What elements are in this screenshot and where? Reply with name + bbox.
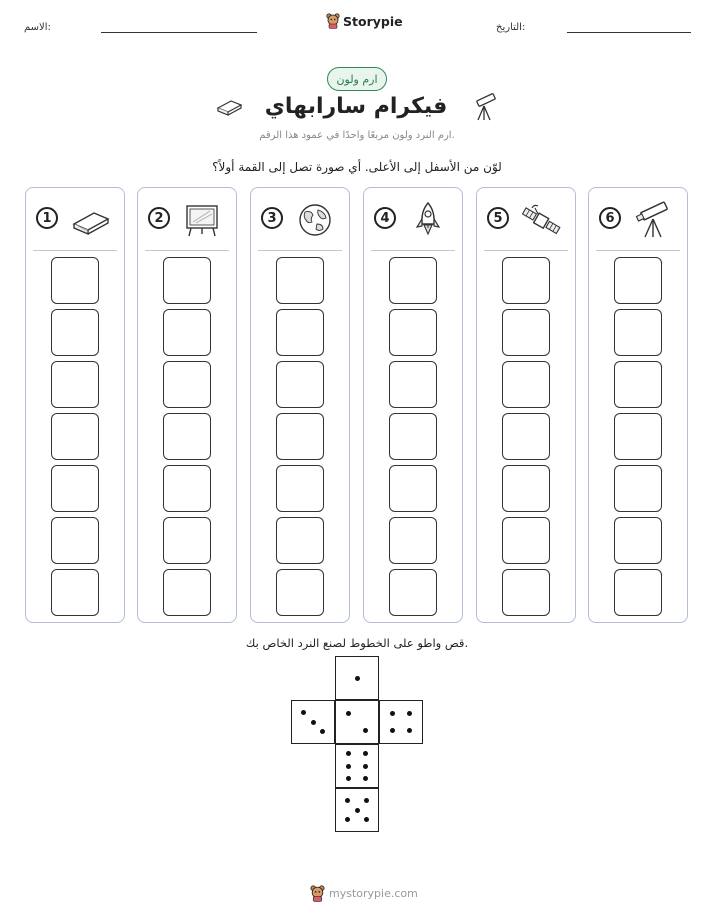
column-header [589,188,687,250]
color-square[interactable] [502,309,550,356]
dice-pip [301,710,306,715]
dice-pip [364,798,369,803]
footer-url: mystorypie.com [329,887,418,900]
dice-pip [363,751,368,756]
dice-pip [345,817,350,822]
column-header [364,188,462,250]
dice-pip [320,729,325,734]
page-title [0,93,714,121]
dice-pip [346,711,351,716]
color-square[interactable] [614,413,662,460]
color-square[interactable] [389,257,437,304]
footer [310,885,418,902]
dice-pip [363,776,368,781]
color-square[interactable] [163,517,211,564]
date-label: التاريخ: [496,22,526,33]
color-square[interactable] [163,413,211,460]
dice-pip [407,728,412,733]
dice-pip [364,817,369,822]
color-square[interactable] [51,257,99,304]
color-square[interactable] [389,413,437,460]
dice-face-2 [335,700,379,744]
color-square[interactable] [502,413,550,460]
color-square[interactable] [276,465,324,512]
brand-name: Storypie [343,13,403,29]
satellite-icon [521,200,561,240]
telescope-icon [633,200,673,240]
color-square[interactable] [163,309,211,356]
color-square[interactable] [614,361,662,408]
bear-mascot-icon [310,885,325,902]
book-icon [70,200,110,240]
globe-icon [295,200,335,240]
color-square[interactable] [163,569,211,616]
dice-pip [363,728,368,733]
color-square[interactable] [276,569,324,616]
color-square[interactable] [51,517,99,564]
date-line[interactable] [567,32,691,33]
column-number: 6 [599,207,621,229]
column-number: 4 [374,207,396,229]
color-square[interactable] [502,465,550,512]
column-header [251,188,349,250]
dice-face-4 [379,700,423,744]
dice-pip [390,711,395,716]
color-square[interactable] [51,413,99,460]
color-square[interactable] [502,361,550,408]
color-square[interactable] [389,361,437,408]
dice-face-5 [335,788,379,832]
column-header [26,188,124,250]
chalkboard-icon [182,200,222,240]
dice-pip [345,798,350,803]
color-square[interactable] [163,257,211,304]
column-divider [145,250,229,251]
column-3 [250,187,350,623]
column-divider [596,250,680,251]
bear-mascot-icon [326,13,340,29]
color-square[interactable] [614,465,662,512]
color-square[interactable] [502,569,550,616]
dice-pip [346,776,351,781]
column-number: 5 [487,207,509,229]
column-2 [137,187,237,623]
column-header [477,188,575,250]
column-number: 1 [36,207,58,229]
color-square[interactable] [276,361,324,408]
color-square[interactable] [51,309,99,356]
name-line[interactable] [101,32,257,33]
color-square[interactable] [614,517,662,564]
name-label: الاسم: [24,22,51,33]
column-6 [588,187,688,623]
dice-pip [355,808,360,813]
dice-pip [311,720,316,725]
color-square[interactable] [163,465,211,512]
subtitle: ارم النرد ولون مربعًا واحدًا في عمود هذا الرقم. [259,130,455,141]
color-square[interactable] [276,413,324,460]
column-5 [476,187,576,623]
color-square[interactable] [389,465,437,512]
color-square[interactable] [502,257,550,304]
column-header [138,188,236,250]
color-square[interactable] [614,569,662,616]
dice-pip [363,764,368,769]
instructions: لوّن من الأسفل إلى الأعلى. أي صورة تصل إلى القمة أولاً؟ [212,160,502,174]
activity-badge: ارم ولون [327,67,387,91]
column-1 [25,187,125,623]
dice-pip [355,676,360,681]
column-divider [258,250,342,251]
brand-logo [326,13,403,29]
cut-instruction: قص واطو على الخطوط لصنع النرد الخاص بك. [245,636,469,650]
dice-pip [390,728,395,733]
color-square[interactable] [389,309,437,356]
color-square[interactable] [276,309,324,356]
column-number: 3 [261,207,283,229]
dice-pip [346,764,351,769]
color-square[interactable] [389,517,437,564]
dice-pip [407,711,412,716]
rocket-icon [408,200,448,240]
color-square[interactable] [614,257,662,304]
column-number: 2 [148,207,170,229]
color-square[interactable] [163,361,211,408]
column-4 [363,187,463,623]
book-icon [215,96,243,118]
color-square[interactable] [51,465,99,512]
color-square[interactable] [51,569,99,616]
color-square[interactable] [51,361,99,408]
dice-face-3 [291,700,335,744]
column-divider [33,250,117,251]
color-square[interactable] [502,517,550,564]
dice-pip [346,751,351,756]
column-divider [371,250,455,251]
color-square[interactable] [276,517,324,564]
telescope-icon [469,93,499,121]
dice-face-6 [335,744,379,788]
color-square[interactable] [276,257,324,304]
title-text: فيكرام سارابهاي [264,94,448,119]
color-square[interactable] [614,309,662,356]
color-square[interactable] [389,569,437,616]
dice-face-1 [335,656,379,700]
column-divider [484,250,568,251]
